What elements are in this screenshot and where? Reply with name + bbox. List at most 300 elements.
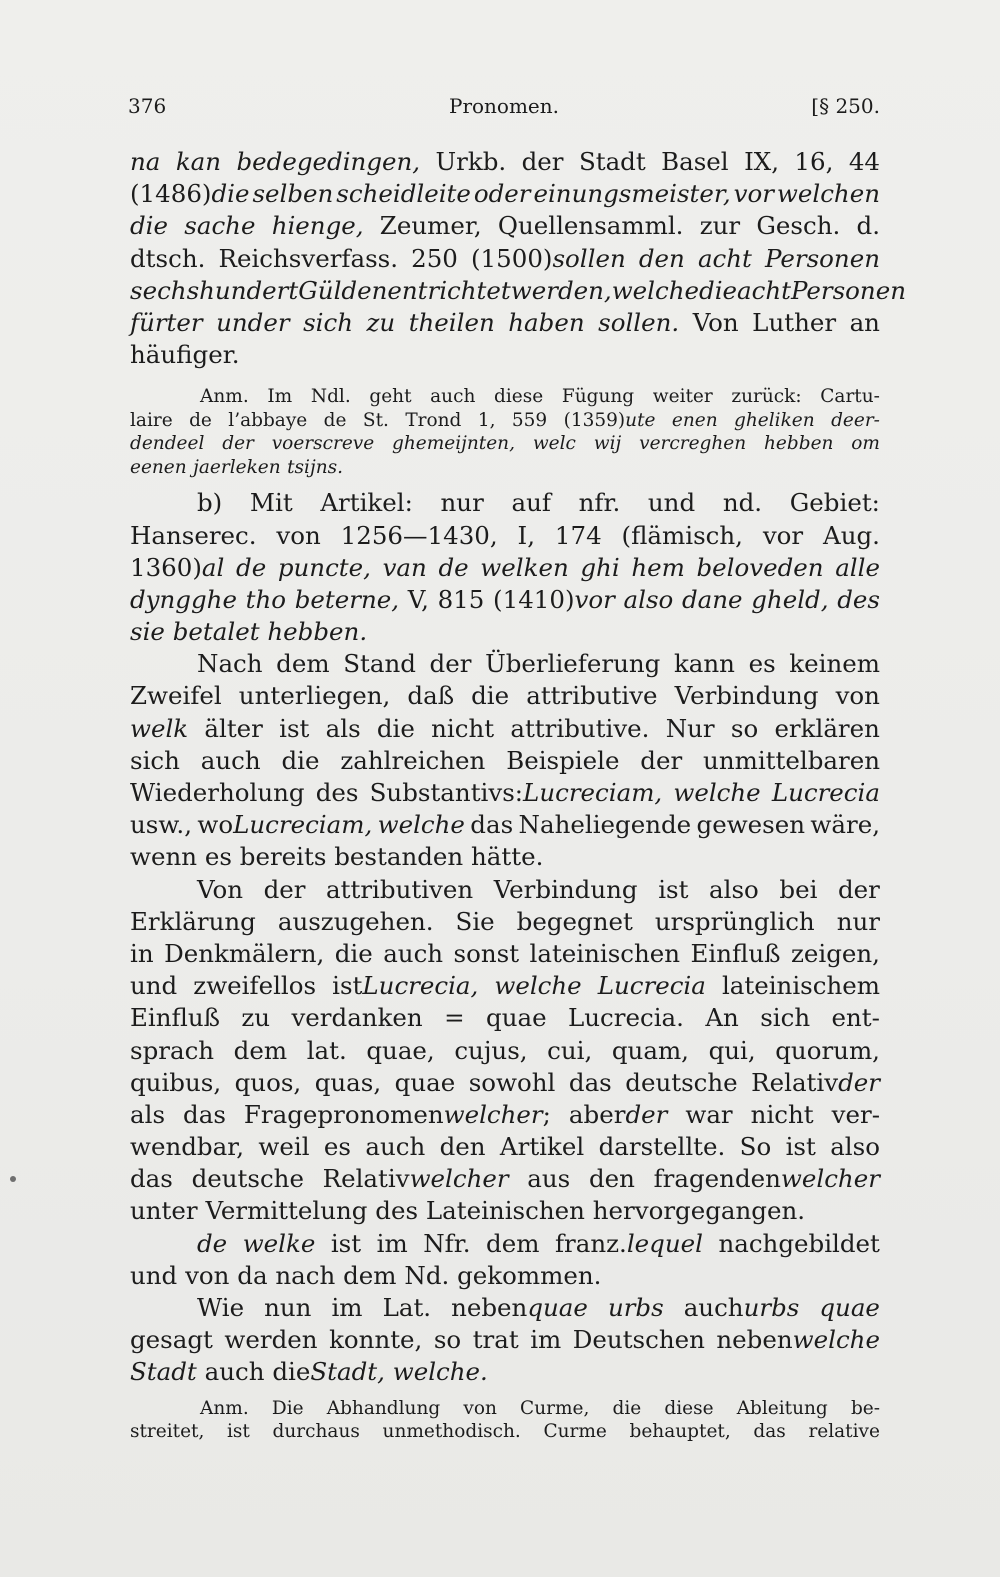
text: Die — [271, 1397, 304, 1419]
word — [820, 385, 880, 409]
word — [648, 487, 695, 519]
note-line — [130, 456, 880, 480]
word — [336, 178, 471, 210]
word — [378, 809, 465, 841]
word — [498, 210, 684, 242]
text: von — [835, 681, 880, 711]
word — [451, 1292, 588, 1324]
word — [673, 777, 760, 809]
word — [272, 210, 364, 242]
text: 250 — [411, 243, 458, 273]
word — [130, 210, 168, 242]
word — [173, 616, 260, 648]
word — [404, 1260, 449, 1292]
word — [749, 648, 776, 680]
word — [457, 1260, 601, 1292]
word — [511, 487, 550, 519]
word — [332, 970, 478, 1002]
word — [775, 1035, 880, 1067]
word — [700, 210, 740, 242]
word — [579, 487, 621, 519]
text: laire — [130, 409, 173, 431]
text: Hanserec. — [130, 520, 257, 550]
section-reference: [§ 250. — [811, 94, 880, 118]
word — [272, 1356, 385, 1388]
print-speck — [10, 1176, 16, 1182]
word — [130, 339, 240, 371]
word — [696, 552, 823, 584]
text-line — [130, 1228, 880, 1260]
word — [383, 1292, 432, 1324]
word — [235, 1067, 302, 1099]
word — [438, 552, 468, 584]
text: attributive — [526, 681, 658, 711]
word — [227, 1420, 250, 1444]
italic-text: lequel — [626, 1228, 703, 1258]
text: nicht — [431, 713, 495, 743]
page-header — [128, 94, 880, 126]
word — [756, 210, 840, 242]
text-line — [130, 777, 880, 809]
text: sich — [130, 745, 180, 775]
text: neben — [716, 1325, 793, 1355]
text-line — [130, 1260, 880, 1292]
text-line — [130, 745, 880, 777]
text: dtsch. — [130, 243, 206, 273]
text-line — [130, 1002, 880, 1034]
text-line — [130, 178, 880, 210]
word — [823, 520, 880, 552]
word — [341, 520, 498, 552]
text-line — [130, 275, 906, 307]
word — [311, 385, 351, 409]
text: Relativ — [322, 1164, 410, 1194]
text: attributive. — [510, 713, 650, 743]
italic-text: dyngghe — [130, 584, 237, 614]
italic-text: sie — [130, 617, 165, 647]
italic-text: sollen — [552, 243, 626, 273]
italic-text: welk — [130, 713, 189, 743]
text: Cartu- — [820, 386, 880, 408]
word — [473, 1324, 519, 1356]
word — [240, 841, 327, 873]
word — [216, 307, 289, 339]
italic-text: welche — [611, 275, 700, 305]
word — [130, 777, 305, 809]
word — [469, 1067, 556, 1099]
word — [278, 552, 371, 584]
text: Nach — [197, 649, 263, 679]
word — [130, 745, 180, 777]
text: Substantivs: — [369, 778, 524, 807]
word — [666, 713, 715, 745]
word — [790, 487, 880, 519]
word — [698, 243, 752, 275]
text: die — [376, 713, 415, 743]
word — [295, 584, 399, 616]
text: nach — [275, 1260, 336, 1290]
word — [434, 1324, 461, 1356]
text: es — [323, 1132, 351, 1162]
text: quae, — [366, 1035, 435, 1065]
text: dem — [486, 1228, 540, 1258]
text: cujus, — [454, 1035, 528, 1065]
italic-text: gheld, — [751, 584, 829, 614]
word — [375, 1195, 418, 1227]
italic-text: Stadt, — [310, 1357, 385, 1387]
word — [343, 648, 416, 680]
word — [454, 938, 520, 970]
text: kann — [673, 649, 735, 679]
word — [383, 1420, 521, 1444]
word — [494, 874, 638, 906]
word — [130, 409, 173, 433]
text: auch — [200, 745, 261, 775]
italic-text: oder — [473, 179, 531, 209]
text: St. — [362, 409, 389, 431]
word — [130, 1002, 220, 1034]
italic-text: hem — [631, 552, 685, 582]
word — [599, 1131, 726, 1163]
text-line — [130, 713, 880, 745]
text-line — [130, 520, 880, 552]
italic-text: hebben. — [267, 617, 368, 647]
text: auch — [383, 938, 444, 968]
word — [130, 809, 192, 841]
word — [205, 1195, 367, 1227]
text-line — [130, 584, 880, 616]
text: hätte. — [471, 842, 544, 872]
word — [831, 409, 880, 433]
word — [684, 1292, 800, 1324]
text: So — [739, 1132, 772, 1162]
word — [625, 1067, 737, 1099]
text: Reichsverfass. — [218, 243, 399, 273]
text: Stand — [343, 649, 416, 679]
text: dem — [233, 1035, 288, 1065]
italic-text: der — [222, 433, 254, 455]
word — [272, 1397, 304, 1421]
italic-text: acht — [737, 275, 791, 305]
italic-text: sechshundert — [130, 275, 299, 305]
word — [130, 456, 187, 480]
text: quos, — [234, 1067, 302, 1097]
word — [315, 1067, 381, 1099]
note-line — [130, 1420, 880, 1444]
italic-text: den — [638, 243, 685, 273]
text: auch — [683, 1293, 744, 1322]
text: aber — [568, 1099, 626, 1129]
italic-text: welche — [377, 810, 465, 840]
italic-text: ghemeijnten, — [392, 433, 515, 455]
text: quae — [486, 1003, 547, 1033]
word — [791, 275, 906, 307]
text: Vermittelung — [205, 1196, 368, 1226]
text: bestanden — [334, 842, 464, 872]
word — [130, 713, 188, 745]
word — [324, 409, 347, 433]
word — [130, 680, 222, 712]
text: V, — [407, 584, 429, 614]
text: die — [272, 1357, 311, 1387]
word — [744, 146, 779, 178]
word — [506, 745, 619, 777]
word — [130, 1163, 173, 1195]
italic-text: kan — [175, 147, 222, 176]
text: wo — [197, 810, 234, 840]
text: 44 — [848, 147, 880, 176]
text: dem — [276, 649, 330, 679]
text: Verbindung — [493, 874, 638, 904]
word — [326, 874, 473, 906]
word — [272, 432, 374, 456]
text: I, — [517, 520, 536, 550]
word — [130, 1195, 198, 1227]
text: ist — [279, 713, 310, 743]
word — [130, 178, 250, 210]
word — [298, 275, 387, 307]
word — [763, 520, 803, 552]
word — [562, 385, 634, 409]
italic-text: einungsmeister, — [533, 179, 731, 209]
word — [777, 178, 880, 210]
italic-text: Lucrecia — [597, 971, 706, 1001]
text: Gesch. — [756, 211, 841, 241]
word — [510, 713, 649, 745]
word — [463, 1397, 497, 1421]
italic-text: welken — [480, 552, 569, 582]
word — [436, 146, 507, 178]
text: den — [439, 1132, 486, 1162]
word — [329, 1324, 422, 1356]
word — [197, 874, 243, 906]
text: Ableitung — [736, 1397, 828, 1419]
word — [324, 1131, 351, 1163]
text: der — [640, 745, 683, 775]
word — [411, 243, 458, 275]
italic-text: der — [838, 1067, 880, 1097]
text-line — [130, 874, 880, 906]
word — [527, 1163, 570, 1195]
text: de — [323, 409, 347, 431]
text: und — [130, 1260, 178, 1290]
italic-text: eenen — [130, 456, 187, 478]
text-line — [130, 210, 880, 242]
word — [275, 1260, 335, 1292]
text: Im — [267, 386, 293, 408]
text: dem — [343, 1260, 397, 1290]
text: unter — [130, 1196, 198, 1226]
word — [751, 584, 828, 616]
text: auch — [204, 1357, 265, 1387]
word — [709, 874, 759, 906]
text: Fragepronomen — [243, 1099, 444, 1129]
text: quas, — [314, 1067, 382, 1097]
word — [518, 520, 535, 552]
italic-text: sache — [184, 211, 256, 241]
word — [370, 777, 663, 809]
text: Lat. — [382, 1293, 432, 1322]
text: Anm. — [200, 1397, 249, 1419]
text: als — [130, 1099, 166, 1129]
text: Basel — [661, 147, 729, 176]
word — [794, 146, 833, 178]
word — [204, 713, 263, 745]
italic-text: welche — [792, 1325, 880, 1355]
text: quorum, — [775, 1035, 880, 1065]
text: nfr. — [578, 488, 621, 518]
text: da — [237, 1260, 268, 1290]
text: Verbindung — [674, 681, 819, 711]
text: des — [315, 778, 359, 807]
word — [512, 409, 547, 433]
text: weil — [258, 1132, 310, 1162]
word — [630, 1420, 731, 1444]
text-line — [130, 1292, 880, 1324]
word — [832, 1002, 880, 1034]
word — [857, 210, 880, 242]
text: aus — [527, 1164, 571, 1194]
word — [200, 1397, 249, 1421]
word — [366, 1035, 434, 1067]
word — [555, 520, 602, 552]
word — [789, 648, 880, 680]
word — [851, 432, 880, 456]
text: (1486) — [130, 179, 212, 209]
word — [279, 713, 309, 745]
word — [716, 1324, 880, 1356]
text: nd. — [722, 488, 763, 518]
italic-text: gheliken — [734, 409, 815, 431]
text: nicht — [750, 1099, 814, 1129]
word — [478, 409, 496, 433]
text: neben — [451, 1293, 528, 1322]
word — [335, 938, 373, 970]
text: Zweifel — [130, 681, 222, 711]
word — [674, 648, 735, 680]
word — [130, 1420, 204, 1444]
word — [530, 938, 681, 970]
word — [130, 1356, 197, 1388]
text-line — [130, 552, 880, 584]
word — [219, 243, 399, 275]
word — [267, 385, 292, 409]
text: auszugehen. — [277, 906, 434, 936]
word — [543, 1420, 606, 1444]
text: auch — [430, 386, 476, 408]
word — [197, 487, 222, 519]
word — [849, 146, 880, 178]
word — [405, 409, 461, 433]
text-line — [130, 970, 880, 1002]
word — [737, 275, 791, 307]
text: Artikel: — [320, 488, 413, 518]
text-line — [130, 906, 880, 938]
text: weiter — [652, 386, 713, 408]
word — [533, 178, 730, 210]
word — [454, 1035, 527, 1067]
word — [130, 1324, 213, 1356]
italic-text: tho — [245, 584, 287, 614]
word — [569, 1099, 667, 1131]
word — [589, 1163, 635, 1195]
text: wäre, — [810, 810, 880, 840]
word — [236, 146, 420, 178]
text: Artikel — [499, 1132, 585, 1162]
word — [241, 1002, 270, 1034]
word — [236, 552, 266, 584]
note-line — [130, 1397, 880, 1421]
text: be- — [850, 1397, 880, 1419]
word — [471, 680, 509, 712]
word — [493, 584, 615, 616]
running-title: Pronomen. — [448, 94, 560, 118]
word — [282, 745, 320, 777]
word — [640, 745, 682, 777]
spacer — [130, 371, 880, 385]
text: werden — [224, 1325, 318, 1355]
text: gesagt — [130, 1325, 213, 1355]
text: attributiven — [326, 874, 474, 904]
text-body — [130, 146, 906, 1444]
word — [197, 1228, 227, 1260]
word — [237, 1260, 267, 1292]
text: Abhandlung — [326, 1397, 441, 1419]
text: an — [849, 307, 880, 337]
word — [239, 680, 391, 712]
italic-text: welche. — [392, 1357, 488, 1387]
word — [387, 275, 510, 307]
word — [197, 648, 263, 680]
italic-text: Lucrecia — [771, 778, 880, 807]
word — [808, 1420, 880, 1444]
word — [343, 1260, 396, 1292]
word — [830, 1131, 880, 1163]
text: als — [325, 713, 361, 743]
word — [407, 680, 454, 712]
text: von — [276, 520, 321, 550]
word — [201, 745, 261, 777]
word — [363, 409, 389, 433]
word — [850, 307, 880, 339]
text: nur — [440, 488, 484, 518]
word — [430, 648, 472, 680]
text: (1359) — [563, 409, 626, 431]
italic-text: de — [438, 552, 469, 582]
text-line — [130, 1163, 880, 1195]
text: im — [331, 1293, 363, 1322]
word — [764, 432, 833, 456]
text-line — [130, 616, 880, 648]
text: Überlieferung — [485, 649, 661, 679]
italic-text: hebben — [764, 433, 834, 455]
text: der — [429, 649, 472, 679]
text: ; — [542, 1099, 551, 1129]
word — [267, 616, 367, 648]
word — [624, 584, 674, 616]
word — [760, 1002, 810, 1034]
word — [810, 809, 880, 841]
word — [369, 385, 411, 409]
text: zahlreichen — [340, 745, 486, 775]
italic-text: voerscreve — [271, 433, 375, 455]
text: so — [730, 713, 759, 743]
text: Quellensamml. — [497, 211, 684, 241]
text: lateinischen — [529, 938, 681, 968]
word — [130, 1260, 177, 1292]
text: das — [753, 1421, 786, 1443]
text-line — [130, 1131, 880, 1163]
